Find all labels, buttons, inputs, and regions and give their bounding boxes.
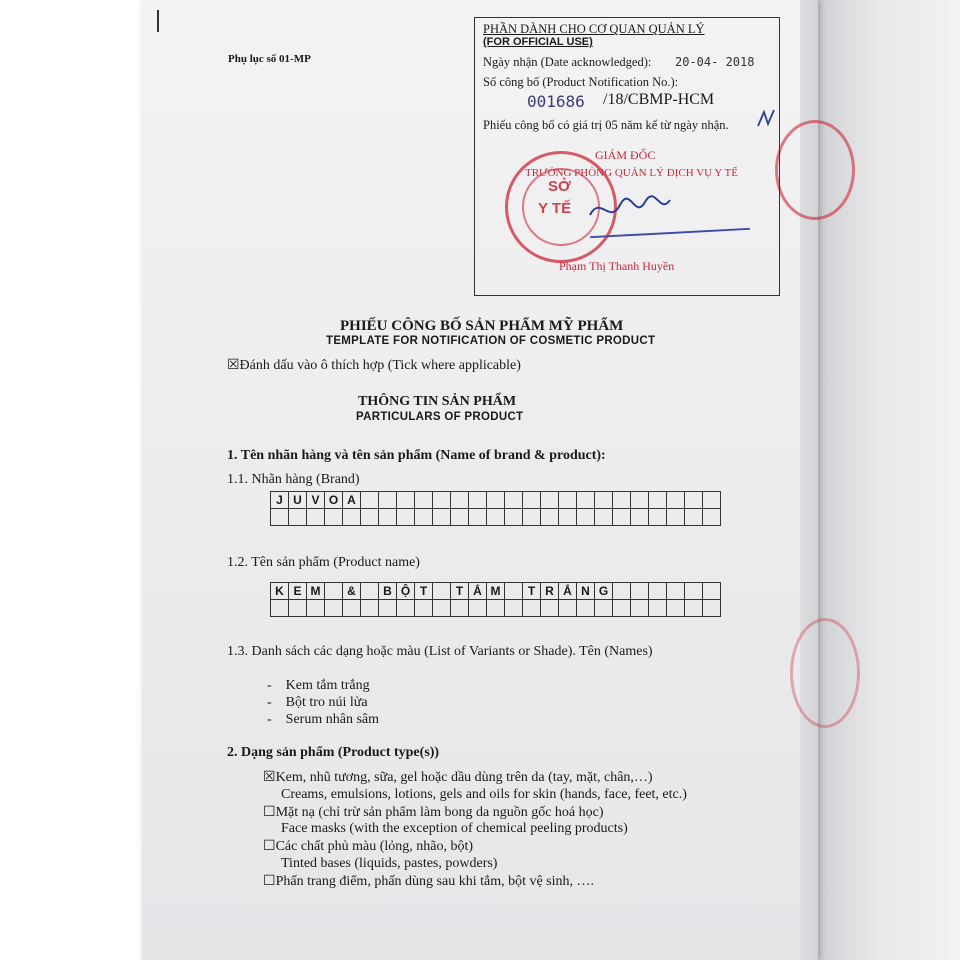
product-cell: K <box>271 583 289 600</box>
brand-cell <box>325 509 343 526</box>
product-cell <box>325 583 343 600</box>
brand-cell <box>631 492 649 509</box>
product-name-label: 1.2. Tên sản phẩm (Product name) <box>227 555 420 570</box>
product-cell: E <box>289 583 307 600</box>
product-cell <box>469 600 487 617</box>
particulars-title-en: PARTICULARS OF PRODUCT <box>356 411 524 423</box>
brand-cell <box>667 509 685 526</box>
appendix-label: Phụ lục số 01-MP <box>228 53 311 65</box>
corner-mark <box>157 10 159 32</box>
official-title-vi: PHẦN DÀNH CHO CƠ QUAN QUẢN LÝ <box>483 22 705 36</box>
product-cell: Ắ <box>559 583 577 600</box>
particulars-title-vi: THÔNG TIN SẢN PHẨM <box>358 394 517 409</box>
product-cell <box>523 600 541 617</box>
form-title-vi: PHIẾU CÔNG BỐ SẢN PHẨM MỸ PHẨM <box>340 318 624 334</box>
brand-cell <box>613 509 631 526</box>
brand-cell <box>271 509 289 526</box>
brand-cell <box>613 492 631 509</box>
product-cell <box>433 600 451 617</box>
product-cell <box>505 600 523 617</box>
product-cell <box>289 600 307 617</box>
brand-cell <box>415 492 433 509</box>
product-cell <box>415 600 433 617</box>
background-left <box>0 0 142 960</box>
brand-cell <box>487 509 505 526</box>
product-cell <box>577 600 595 617</box>
variant-item-3: - Serum nhân sâm <box>267 712 379 727</box>
product-cell <box>451 600 469 617</box>
brand-cell <box>433 492 451 509</box>
product-cell: T <box>415 583 433 600</box>
validity-note: Phiếu công bố có giá trị 05 năm kể từ ngày nhận. <box>483 118 729 132</box>
brand-cell <box>487 492 505 509</box>
brand-cell <box>451 509 469 526</box>
date-stamp-value: 20-04- 2018 <box>675 55 755 69</box>
brand-cell <box>397 492 415 509</box>
product-cell <box>685 600 703 617</box>
brand-cell <box>469 492 487 509</box>
product-cell <box>541 600 559 617</box>
product-cell: N <box>577 583 595 600</box>
brand-cell <box>595 492 613 509</box>
brand-cell <box>559 492 577 509</box>
product-cell: T <box>451 583 469 600</box>
product-cell <box>703 600 721 617</box>
initials-mark <box>756 108 778 130</box>
product-cell <box>325 600 343 617</box>
brand-cell <box>523 509 541 526</box>
checkbox-unchecked[interactable]: ☐ <box>263 805 276 820</box>
brand-cell: J <box>271 492 289 509</box>
product-cell: M <box>487 583 505 600</box>
brand-cell <box>379 492 397 509</box>
product-type-option-3: ☐Các chất phủ màu (lỏng, nhão, bột) <box>263 839 474 854</box>
notification-number-handwritten: 001686 <box>527 92 585 111</box>
brand-cell <box>595 509 613 526</box>
brand-cell <box>649 492 667 509</box>
product-cell <box>631 600 649 617</box>
brand-cell <box>649 509 667 526</box>
date-label: Ngày nhận (Date acknowledged): <box>483 55 652 69</box>
brand-cell: V <box>307 492 325 509</box>
product-type-option-2: ☐Mặt nạ (chỉ trừ sản phẩm làm bong da nguồn gốc hoá học) <box>263 805 604 820</box>
product-cell <box>307 600 325 617</box>
brand-cell <box>361 509 379 526</box>
product-type-option-1-en: Creams, emulsions, lotions, gels and oils for skin (hands, face, feet, etc.) <box>281 787 687 802</box>
side-faded-stamp <box>790 618 860 728</box>
seal-text-line1: SỞ <box>548 178 571 195</box>
product-cell: Ắ <box>469 583 487 600</box>
signer-title: GIÁM ĐỐC <box>595 148 656 162</box>
brand-cell <box>577 492 595 509</box>
seal-text-line2: Y TẾ <box>538 200 572 217</box>
product-cell <box>667 583 685 600</box>
variants-label: 1.3. Danh sách các dạng hoặc màu (List of Variants or Shade). Tên (Names) <box>227 644 653 659</box>
product-cell <box>613 600 631 617</box>
brand-cell <box>415 509 433 526</box>
product-cell <box>361 583 379 600</box>
notification-number-label: Số công bố (Product Notification No.): <box>483 75 679 89</box>
product-name-grid <box>270 582 721 617</box>
product-type-option-1: ☒Kem, nhũ tương, sữa, gel hoặc dầu dùng trên da (tay, mặt, chân,…) <box>263 770 653 785</box>
brand-cell: O <box>325 492 343 509</box>
signature-mark <box>585 190 675 230</box>
brand-cell <box>703 492 721 509</box>
tick-instruction: ☒Đánh dấu vào ô thích hợp (Tick where applicable) <box>227 358 521 373</box>
product-type-option-2-en: Face masks (with the exception of chemical peeling products) <box>281 821 628 836</box>
product-cell <box>685 583 703 600</box>
brand-cell <box>397 509 415 526</box>
brand-cell <box>505 492 523 509</box>
checkbox-unchecked[interactable]: ☐ <box>263 839 276 854</box>
official-title-en: (FOR OFFICIAL USE) <box>483 36 593 48</box>
brand-cell <box>559 509 577 526</box>
brand-cell <box>307 509 325 526</box>
product-type-option-3-en: Tinted bases (liquids, pastes, powders) <box>281 856 498 871</box>
product-cell <box>559 600 577 617</box>
section1-heading: 1. Tên nhãn hàng và tên sản phẩm (Name of brand & product): <box>227 448 606 463</box>
brand-cell <box>685 509 703 526</box>
checkbox-unchecked[interactable]: ☐ <box>263 874 276 889</box>
brand-cell <box>361 492 379 509</box>
brand-grid <box>270 491 721 526</box>
brand-cell <box>631 509 649 526</box>
brand-cell: A <box>343 492 361 509</box>
product-cell <box>649 600 667 617</box>
product-cell <box>667 600 685 617</box>
brand-cell <box>433 509 451 526</box>
checkbox-checked[interactable]: ☒ <box>263 770 276 785</box>
side-red-stamp <box>775 120 855 220</box>
variant-item-2: - Bột tro núi lửa <box>267 695 368 710</box>
product-cell: M <box>307 583 325 600</box>
signer-department: TRƯỞNG PHÒNG QUẢN LÝ DỊCH VỤ Y TẾ <box>525 167 738 179</box>
product-cell <box>595 600 613 617</box>
product-cell <box>631 583 649 600</box>
product-cell <box>397 600 415 617</box>
brand-cell <box>469 509 487 526</box>
section2-heading: 2. Dạng sản phẩm (Product type(s)) <box>227 745 440 760</box>
product-cell <box>343 600 361 617</box>
variant-item-1: - Kem tắm trắng <box>267 678 370 693</box>
brand-cell <box>289 509 307 526</box>
product-cell: R <box>541 583 559 600</box>
brand-cell <box>451 492 469 509</box>
brand-cell <box>685 492 703 509</box>
brand-cell <box>667 492 685 509</box>
brand-cell <box>703 509 721 526</box>
brand-cell <box>523 492 541 509</box>
product-cell <box>379 600 397 617</box>
brand-cell <box>505 509 523 526</box>
product-cell: G <box>595 583 613 600</box>
product-cell: Ộ <box>397 583 415 600</box>
product-cell <box>505 583 523 600</box>
product-type-option-4: ☐Phấn trang điểm, phấn dùng sau khi tắm, bột vệ sinh, …. <box>263 874 595 889</box>
product-cell <box>271 600 289 617</box>
product-cell <box>613 583 631 600</box>
signer-name: Phạm Thị Thanh Huyền <box>559 259 675 273</box>
product-cell <box>649 583 667 600</box>
product-cell: & <box>343 583 361 600</box>
product-cell: B <box>379 583 397 600</box>
product-cell <box>361 600 379 617</box>
product-cell <box>703 583 721 600</box>
official-use-box <box>474 17 780 296</box>
notification-number-printed: /18/CBMP-HCM <box>603 91 715 108</box>
brand-cell <box>577 509 595 526</box>
product-cell: T <box>523 583 541 600</box>
brand-label: 1.1. Nhãn hàng (Brand) <box>227 472 360 487</box>
brand-cell <box>541 509 559 526</box>
brand-cell <box>343 509 361 526</box>
brand-cell <box>541 492 559 509</box>
form-title-en: TEMPLATE FOR NOTIFICATION OF COSMETIC PRODUCT <box>326 335 656 347</box>
product-cell <box>433 583 451 600</box>
product-cell <box>487 600 505 617</box>
brand-cell: U <box>289 492 307 509</box>
brand-cell <box>379 509 397 526</box>
